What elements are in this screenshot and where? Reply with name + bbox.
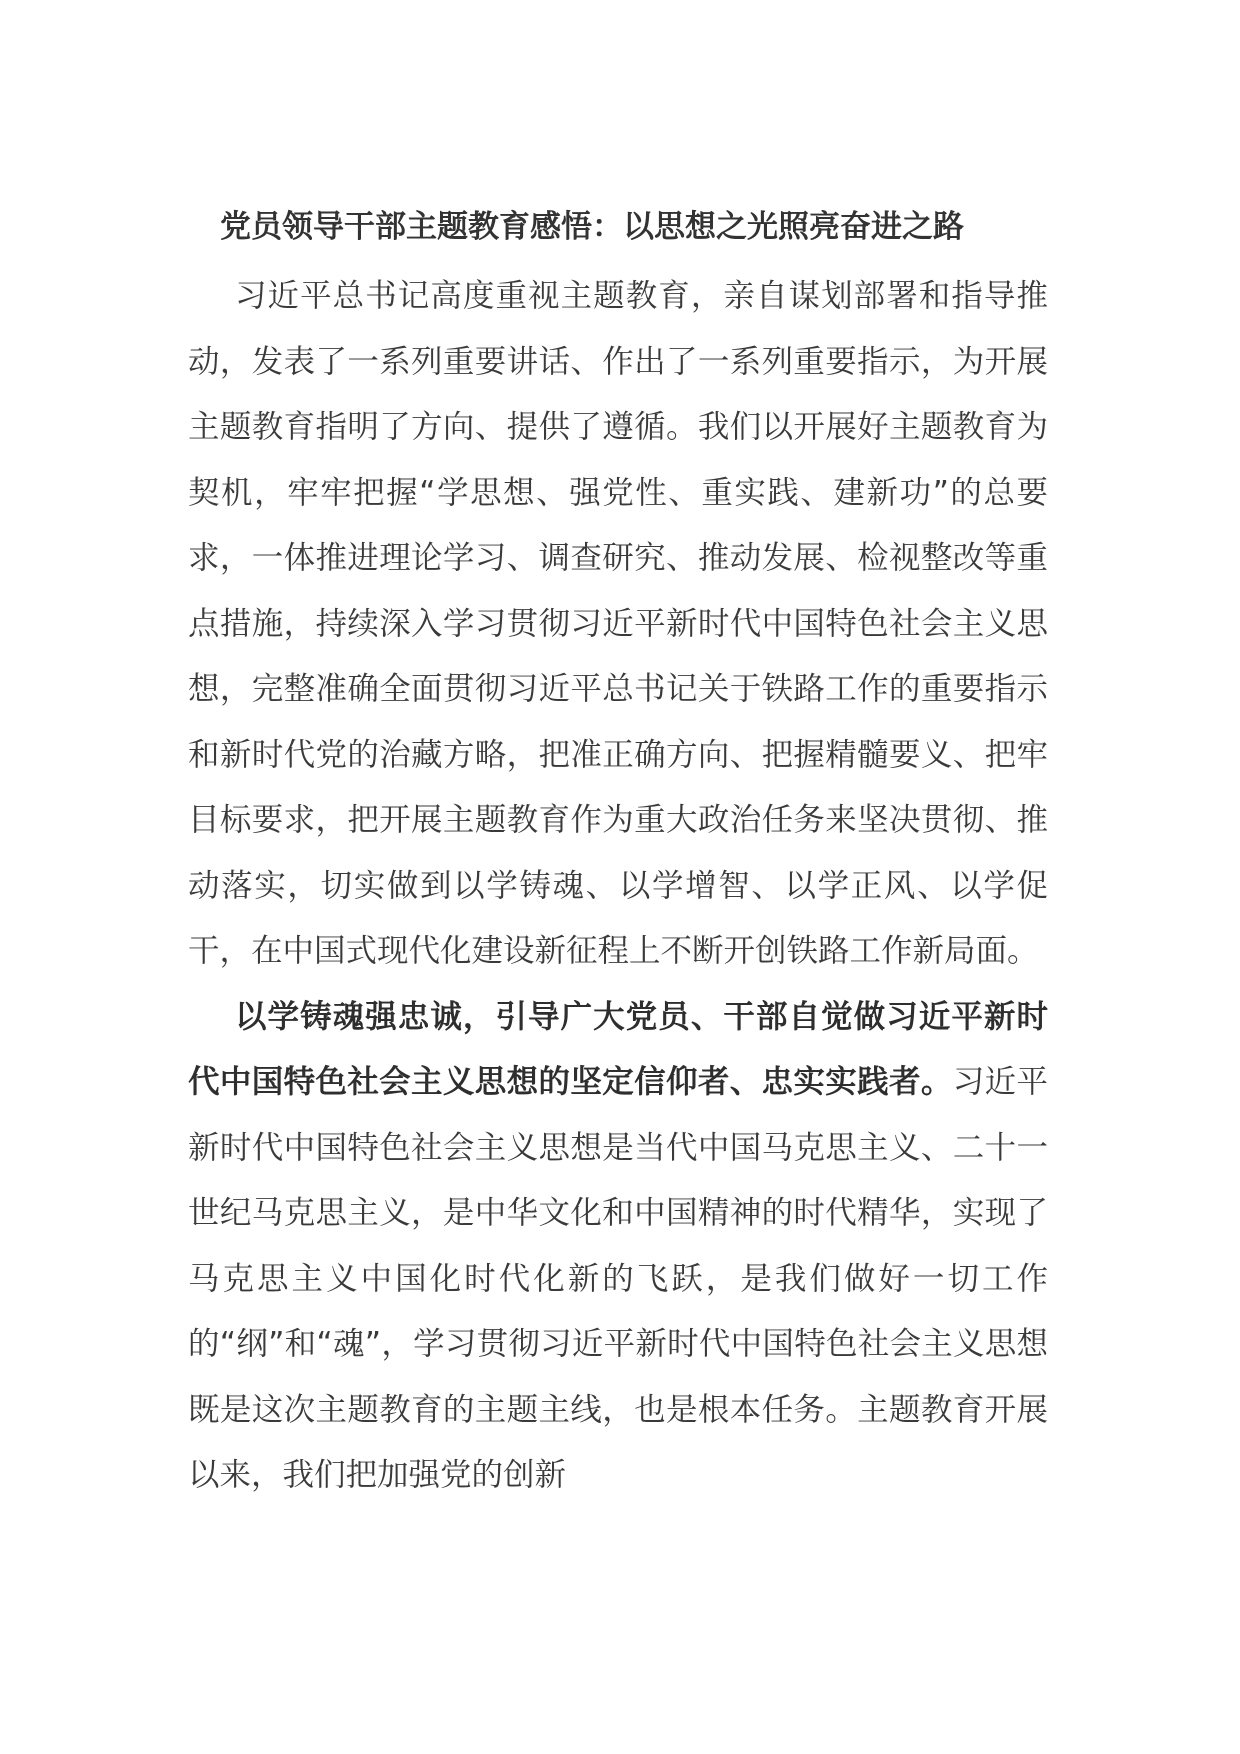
paragraph-intro: 习近平总书记高度重视主题教育，亲自谋划部署和指导推动，发表了一系列重要讲话、作出了一系列重要指示，为开展主题教育指明了方向、提供了遵循。我们以开展好主题教育为契机，牢牢把握“学思想、强党性、重实践、建新功”的总要求，一体推进理论学习、调查研究、推动发展、检视整改等重点措施，持续深入学习贯彻习近平新时代中国特色社会主义思想，完整准确全面贯彻习近平总书记关于铁路工作的重要指示和新时代党的治藏方略，把准正确方向、把握精髓要义、把牢目标要求，把开展主题教育作为重大政治任务来坚决贯彻、推动落实，切实做到以学铸魂、以学增智、以学正风、以学促干，在中国式现代化建设新征程上不断开创铁路工作新局面。 xyxy=(188,278,1048,969)
document-title: 党员领导干部主题教育感悟：以思想之光照亮奋进之路 xyxy=(220,209,964,245)
document-body xyxy=(188,202,1048,1509)
section-body: 习近平新时代中国特色社会主义思想是当代中国马克思主义、二十一世纪马克思主义，是中华文化和中国精神的时代精华，实现了马克思主义中国化时代化新的飞跃，是我们做好一切工作的“纲”和“魂”，学习贯彻习近平新时代中国特色社会主义思想既是这次主题教育的主题主线，也是根本任务。主题教育开展以来，我们把加强党的创新 xyxy=(188,1064,1048,1493)
section-heading: 以学铸魂强忠诚，引导广大党员、干部自觉做习近平新时代中国特色社会主义思想的坚定信仰者、忠实实践者。 xyxy=(188,998,1048,1100)
paragraph-section-1 xyxy=(188,985,1048,1509)
